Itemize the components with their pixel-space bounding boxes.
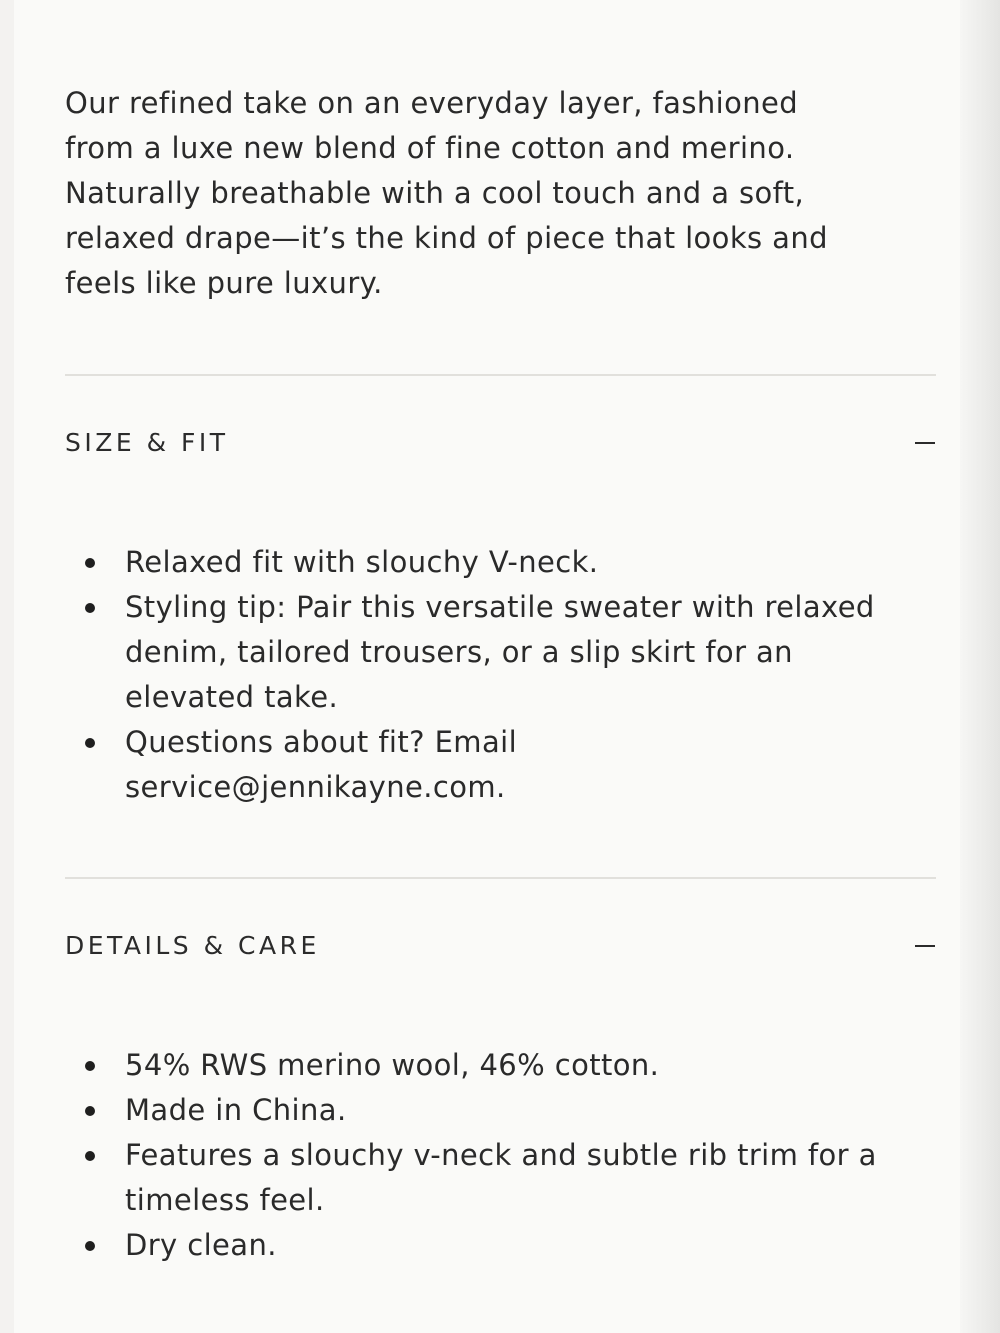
list-item: 54% RWS merino wool, 46% cotton. xyxy=(125,1043,885,1088)
size-fit-title: SIZE & FIT xyxy=(65,428,229,457)
details-care-accordion-header[interactable] xyxy=(65,926,935,966)
product-details-panel xyxy=(14,0,960,1333)
details-care-list xyxy=(65,1043,885,1268)
minus-icon[interactable] xyxy=(915,442,935,444)
details-care-title: DETAILS & CARE xyxy=(65,931,320,960)
list-item: Made in China. xyxy=(125,1088,885,1133)
list-item: Dry clean. xyxy=(125,1223,885,1268)
list-item: Features a slouchy v-neck and subtle rib trim for a timeless feel. xyxy=(125,1133,885,1223)
size-fit-accordion-header[interactable] xyxy=(65,423,935,463)
list-item: Styling tip: Pair this versatile sweater with relaxed denim, tailored trousers, or a slip skirt for an elevated take. xyxy=(125,585,885,720)
divider xyxy=(65,374,936,376)
page-edge-shadow xyxy=(960,0,1000,1333)
list-item: Relaxed fit with slouchy V-neck. xyxy=(125,540,885,585)
minus-icon[interactable] xyxy=(915,945,935,947)
list-item: Questions about fit? Email service@jennikayne.com. xyxy=(125,720,885,810)
size-fit-list xyxy=(65,540,885,810)
divider xyxy=(65,877,936,879)
product-description: Our refined take on an everyday layer, fashioned from a luxe new blend of fine cotton and merino. Naturally breathable with a cool touch and a soft, relaxed drape—it’s the kind of piece that looks and feels like pure luxury. xyxy=(65,86,828,300)
